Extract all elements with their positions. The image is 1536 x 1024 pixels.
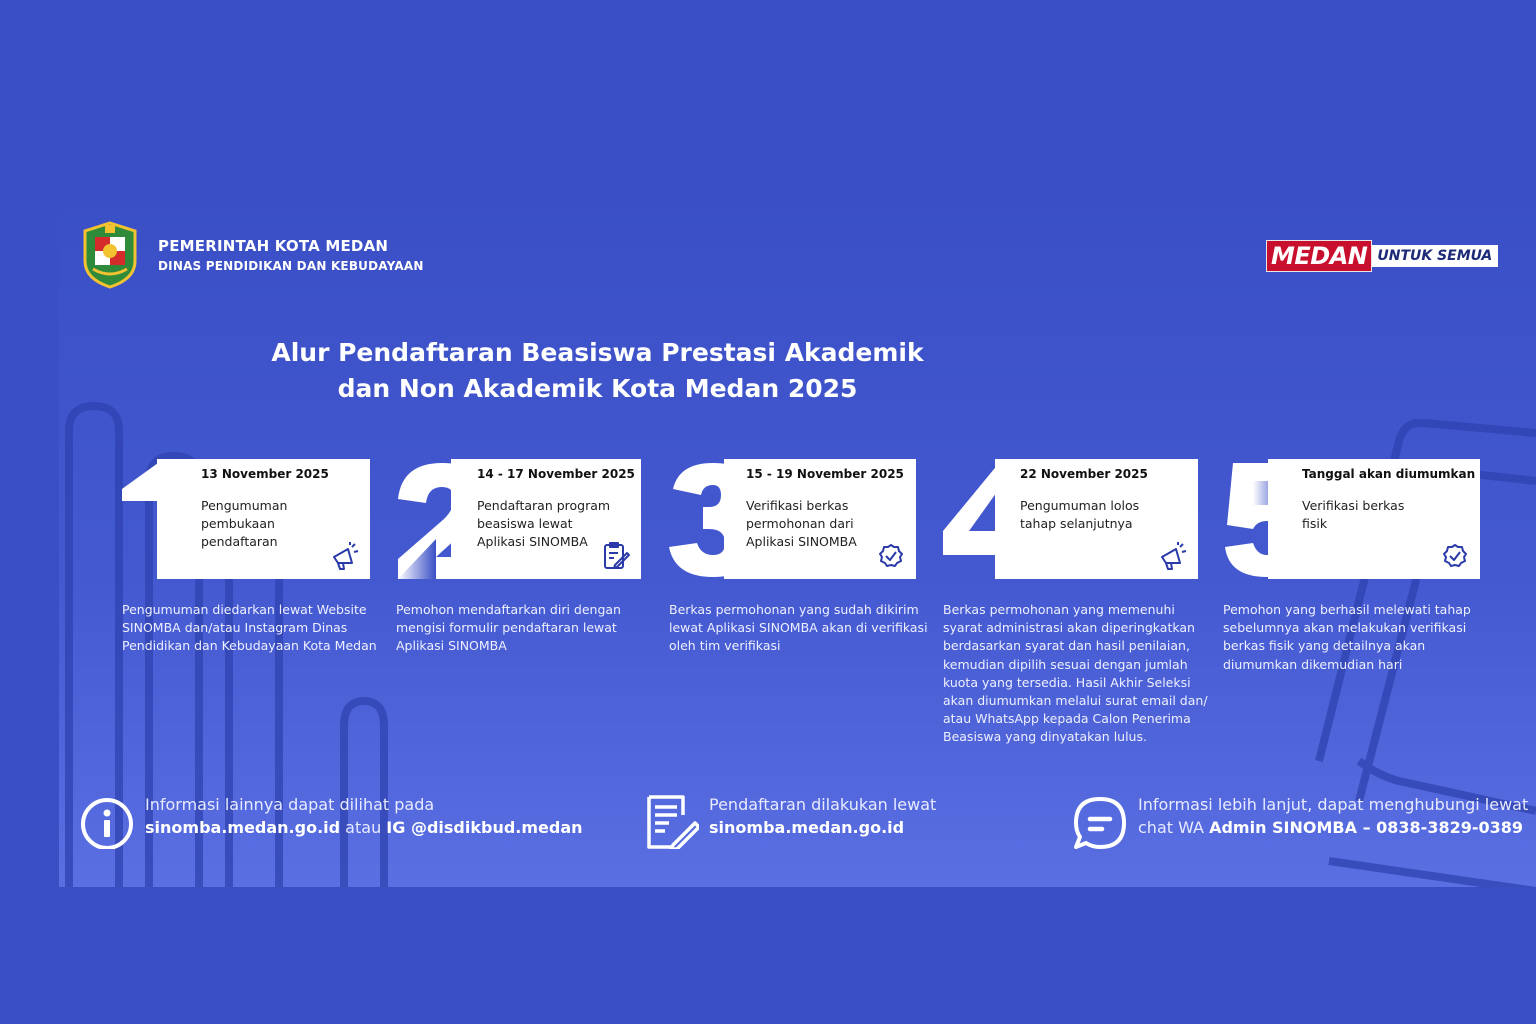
website-link[interactable]: sinomba.medan.go.id xyxy=(709,818,905,837)
desc-line: Aplikasi SINOMBA xyxy=(396,638,507,654)
title-line-1: Alur Pendaftaran Beasiswa Prestasi Akademik xyxy=(271,338,924,367)
step-text-line: Verifikasi berkas xyxy=(1302,498,1405,513)
step-text-line: fisik xyxy=(1302,516,1328,531)
desc-line: Pengumuman diedarkan lewat Website xyxy=(122,602,367,617)
brand-primary: MEDAN xyxy=(1266,240,1372,272)
step-number-text: 1 xyxy=(122,459,123,460)
footer-contact-line: Informasi lebih lanjut, dapat menghubungi lewat xyxy=(1138,795,1529,814)
footer-register xyxy=(643,793,936,849)
step-text xyxy=(1302,497,1404,533)
step-4-description xyxy=(943,601,1208,747)
step-text xyxy=(746,497,857,551)
step-date: 14 - 17 November 2025 xyxy=(477,467,635,481)
step-date: 22 November 2025 xyxy=(1020,467,1148,481)
brand-secondary: UNTUK SEMUA xyxy=(1372,245,1498,267)
banner-panel xyxy=(59,201,1536,887)
step-text xyxy=(477,497,610,551)
step-card xyxy=(1268,459,1480,579)
step-text-line: pembukaan xyxy=(201,516,275,531)
step-text-line: Pengumuman xyxy=(201,498,288,513)
chat-icon xyxy=(1072,793,1128,849)
info-icon xyxy=(79,793,135,849)
page-title xyxy=(59,335,1136,407)
step-text-line: Verifikasi berkas xyxy=(746,498,849,513)
desc-line: Pendidikan dan Kebudayaan Kota Medan xyxy=(122,638,377,654)
footer-info-line: Informasi lainnya dapat dilihat pada xyxy=(145,795,435,814)
step-text-line: Pengumuman lolos xyxy=(1020,498,1140,513)
step-date: Tanggal akan diumumkan xyxy=(1302,467,1476,481)
step-date: 15 - 19 November 2025 xyxy=(746,467,904,481)
footer-register-text xyxy=(709,793,936,839)
desc-line: SINOMBA dan/atau Instagram Dinas xyxy=(122,620,348,636)
organization-name xyxy=(158,237,424,273)
step-text xyxy=(1020,497,1139,533)
desc-line: berdasarkan syarat dan hasil penilaian, xyxy=(943,638,1190,654)
desc-line: Beasiswa yang dinyatakan lulus. xyxy=(943,729,1147,745)
desc-line: kuota yang tersedia. Hasil Akhir Seleksi xyxy=(943,674,1191,690)
megaphone-icon xyxy=(330,541,360,571)
step-5-description xyxy=(1223,601,1471,674)
step-text xyxy=(201,497,287,551)
step-2-description xyxy=(396,601,621,656)
step-card xyxy=(157,459,370,579)
edit-form-icon xyxy=(601,541,631,571)
verified-badge-icon xyxy=(1440,541,1470,571)
footer-info-text xyxy=(145,793,583,839)
step-text-line: permohonan dari xyxy=(746,516,854,531)
step-card xyxy=(995,459,1198,579)
step-card xyxy=(724,459,916,579)
desc-line: Pemohon yang berhasil melewati tahap xyxy=(1223,602,1471,617)
instagram-handle[interactable]: IG @disdikbud.medan xyxy=(386,818,583,837)
step-date: 13 November 2025 xyxy=(201,467,329,481)
desc-line: Berkas permohonan yang memenuhi xyxy=(943,602,1175,617)
footer-info-links xyxy=(145,816,583,839)
verified-badge-icon xyxy=(876,541,906,571)
step-text-line: beasiswa lewat xyxy=(477,516,573,531)
desc-line: berkas fisik yang detailnya akan xyxy=(1223,638,1426,654)
megaphone-icon xyxy=(1158,541,1188,571)
step-text-line: Aplikasi SINOMBA xyxy=(477,534,588,549)
step-text-line: Pendaftaran program xyxy=(477,498,611,513)
title-line-2: dan Non Akademik Kota Medan 2025 xyxy=(337,374,858,403)
website-link[interactable]: sinomba.medan.go.id xyxy=(145,818,341,837)
city-emblem-icon xyxy=(81,221,139,289)
step-text-line: tahap selanjutnya xyxy=(1020,516,1133,531)
footer-separator: atau xyxy=(340,818,387,837)
desc-line: diumumkan dikemudian hari xyxy=(1223,656,1403,672)
org-line-2: DINAS PENDIDIKAN DAN KEBUDAYAAN xyxy=(158,259,424,273)
step-card xyxy=(451,459,641,579)
desc-line: atau WhatsApp kepada Calon Penerima xyxy=(943,711,1191,727)
step-3-description xyxy=(669,601,928,656)
desc-line: akan diumumkan melalui surat email dan/ xyxy=(943,693,1208,709)
desc-line: Pemohon mendaftarkan diri dengan xyxy=(396,602,621,617)
step-text-line: Aplikasi SINOMBA xyxy=(746,534,857,549)
whatsapp-contact[interactable]: Admin SINOMBA – 0838-3829-0389 xyxy=(1209,818,1524,837)
form-edit-icon xyxy=(643,793,699,849)
org-line-1: PEMERINTAH KOTA MEDAN xyxy=(158,237,389,255)
desc-line: kemudian dipilih sesuai dengan jumlah xyxy=(943,656,1188,672)
footer-contact-prefix: chat WA xyxy=(1138,818,1210,837)
footer-contact-text xyxy=(1138,793,1528,839)
desc-line: sebelumnya akan melakukan verifikasi xyxy=(1223,620,1467,636)
brand-logo xyxy=(1266,241,1498,271)
footer-register-line: Pendaftaran dilakukan lewat xyxy=(709,795,937,814)
step-text-line: pendaftaran xyxy=(201,534,278,549)
footer-contact xyxy=(1072,793,1528,849)
step-1-description xyxy=(122,601,377,656)
desc-line: lewat Aplikasi SINOMBA akan di verifikasi xyxy=(669,620,928,636)
desc-line: oleh tim verifikasi xyxy=(669,638,781,654)
desc-line: syarat administrasi akan diperingkatkan xyxy=(943,620,1195,636)
footer-info xyxy=(79,793,583,849)
desc-line: mengisi formulir pendaftaran lewat xyxy=(396,620,617,636)
desc-line: Berkas permohonan yang sudah dikirim xyxy=(669,602,919,617)
